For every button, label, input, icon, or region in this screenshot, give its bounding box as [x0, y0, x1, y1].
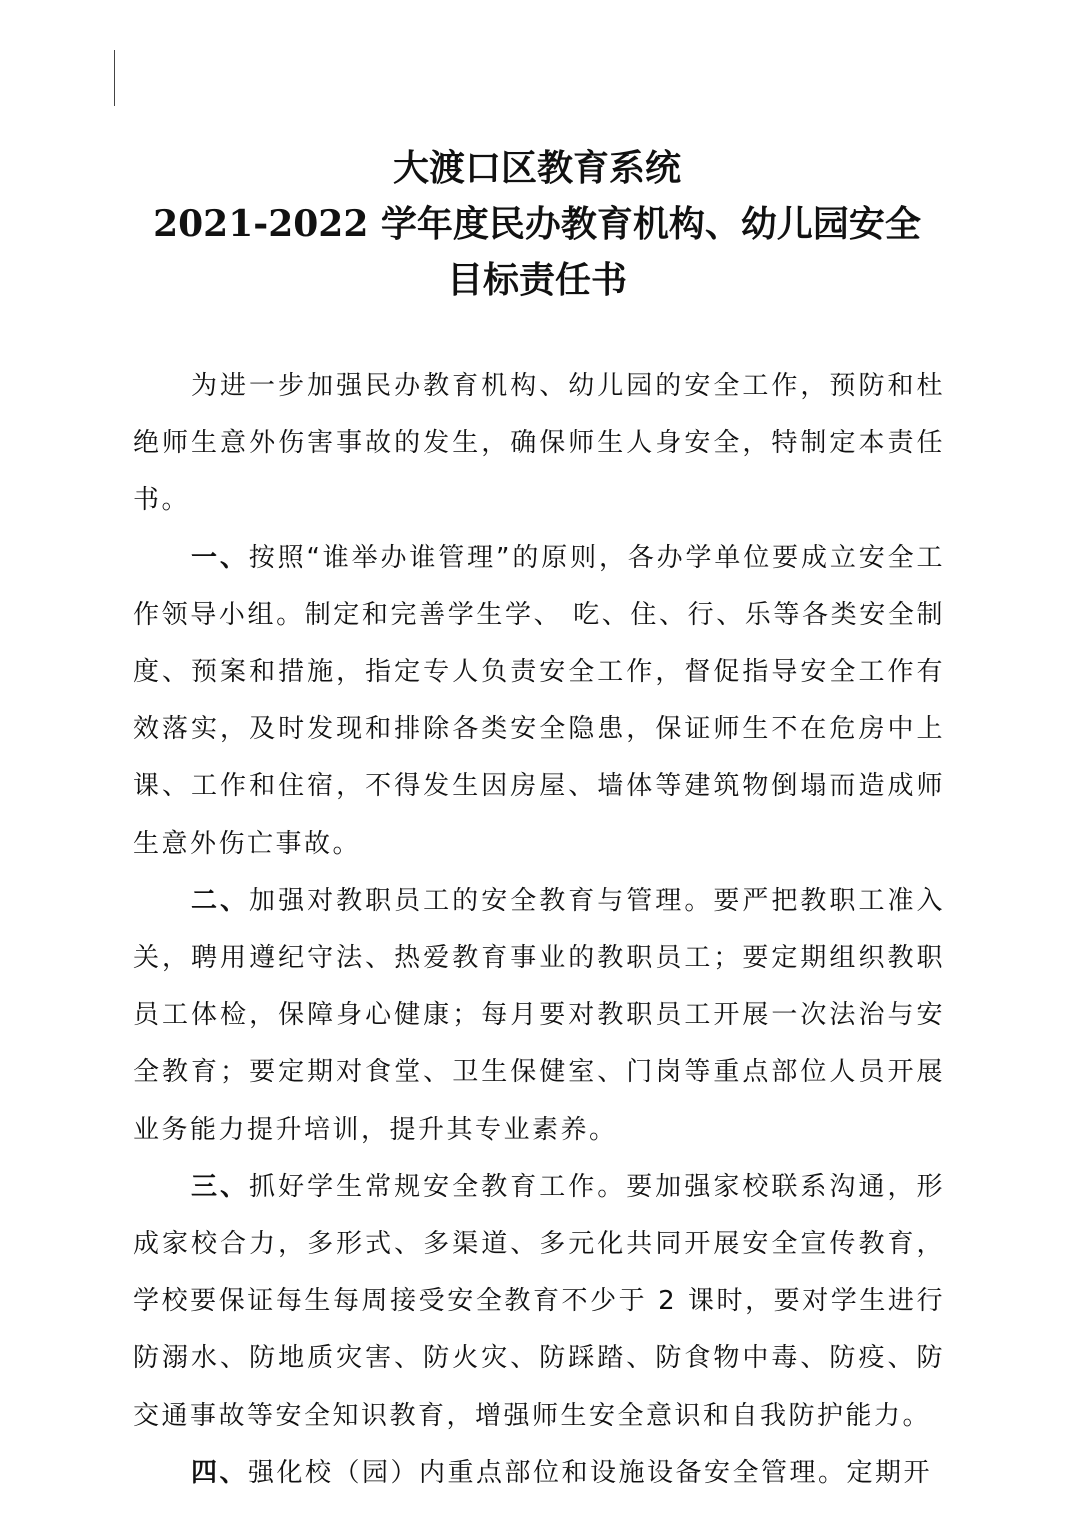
- section-4-lead: 四、: [191, 1457, 249, 1488]
- section-3-lead: 三、: [191, 1171, 250, 1202]
- section-4-text: 强化校（园）内重点部位和设施设备安全管理。定期开: [248, 1457, 933, 1488]
- section-3-text: 抓好学生常规安全教育工作。要加强家校联系沟通，形成家校合力，多形式、多渠道、多元化共同开展安全宣传教育，学校要保证每生每周接受安全教育不少于 2 课时，要对学生进行防溺水、防地质灾害、防火灾、防踩踏、防食物中毒、防疫、防交通事故等安全知识教育，增强师生安全意识和自我防护能力。: [133, 1171, 945, 1431]
- section-2-lead: 二、: [191, 885, 250, 916]
- title-line-3: 目标责任书: [446, 259, 627, 301]
- document-body: [133, 358, 945, 1502]
- title-line-1: 大渡口区教育系统: [392, 147, 681, 189]
- section-1-lead: 一、: [191, 542, 249, 573]
- title-line-2: 2021-2022 学年度民办教育机构、幼儿园安全: [153, 203, 921, 245]
- section-1-text: 按照“谁举办谁管理”的原则，各办学单位要成立安全工作领导小组。制定和完善学生学、 吃、住、行、乐等各类安全制度、预案和措施，指定专人负责安全工作，督促指导安全工作有效落实，及时发现和排除各类安全隐患，保证师生不在危房中上课、工作和住宿，不得发生因房屋、墙体等建筑物倒塌而造成师生意外伤亡事故。: [133, 542, 945, 859]
- section-2-text: 加强对教职员工的安全教育与管理。要严把教职工准入关，聘用遵纪守法、热爱教育事业的教职员工；要定期组织教职员工体检，保障身心健康；每月要对教职员工开展一次法治与安全教育；要定期对食堂、卫生保健室、门岗等重点部位人员开展业务能力提升培训，提升其专业素养。: [133, 885, 945, 1145]
- document-title: [0, 140, 1074, 308]
- margin-mark: [114, 50, 115, 106]
- intro-paragraph: 为进一步加强民办教育机构、幼儿园的安全工作，预防和杜绝师生意外伤害事故的发生，确保师生人身安全，特制定本责任书。: [133, 371, 945, 516]
- section-1-paragraph: [133, 530, 945, 873]
- section-2-paragraph: [133, 873, 945, 1159]
- section-3-paragraph: [133, 1159, 945, 1445]
- section-4-paragraph: [133, 1445, 945, 1502]
